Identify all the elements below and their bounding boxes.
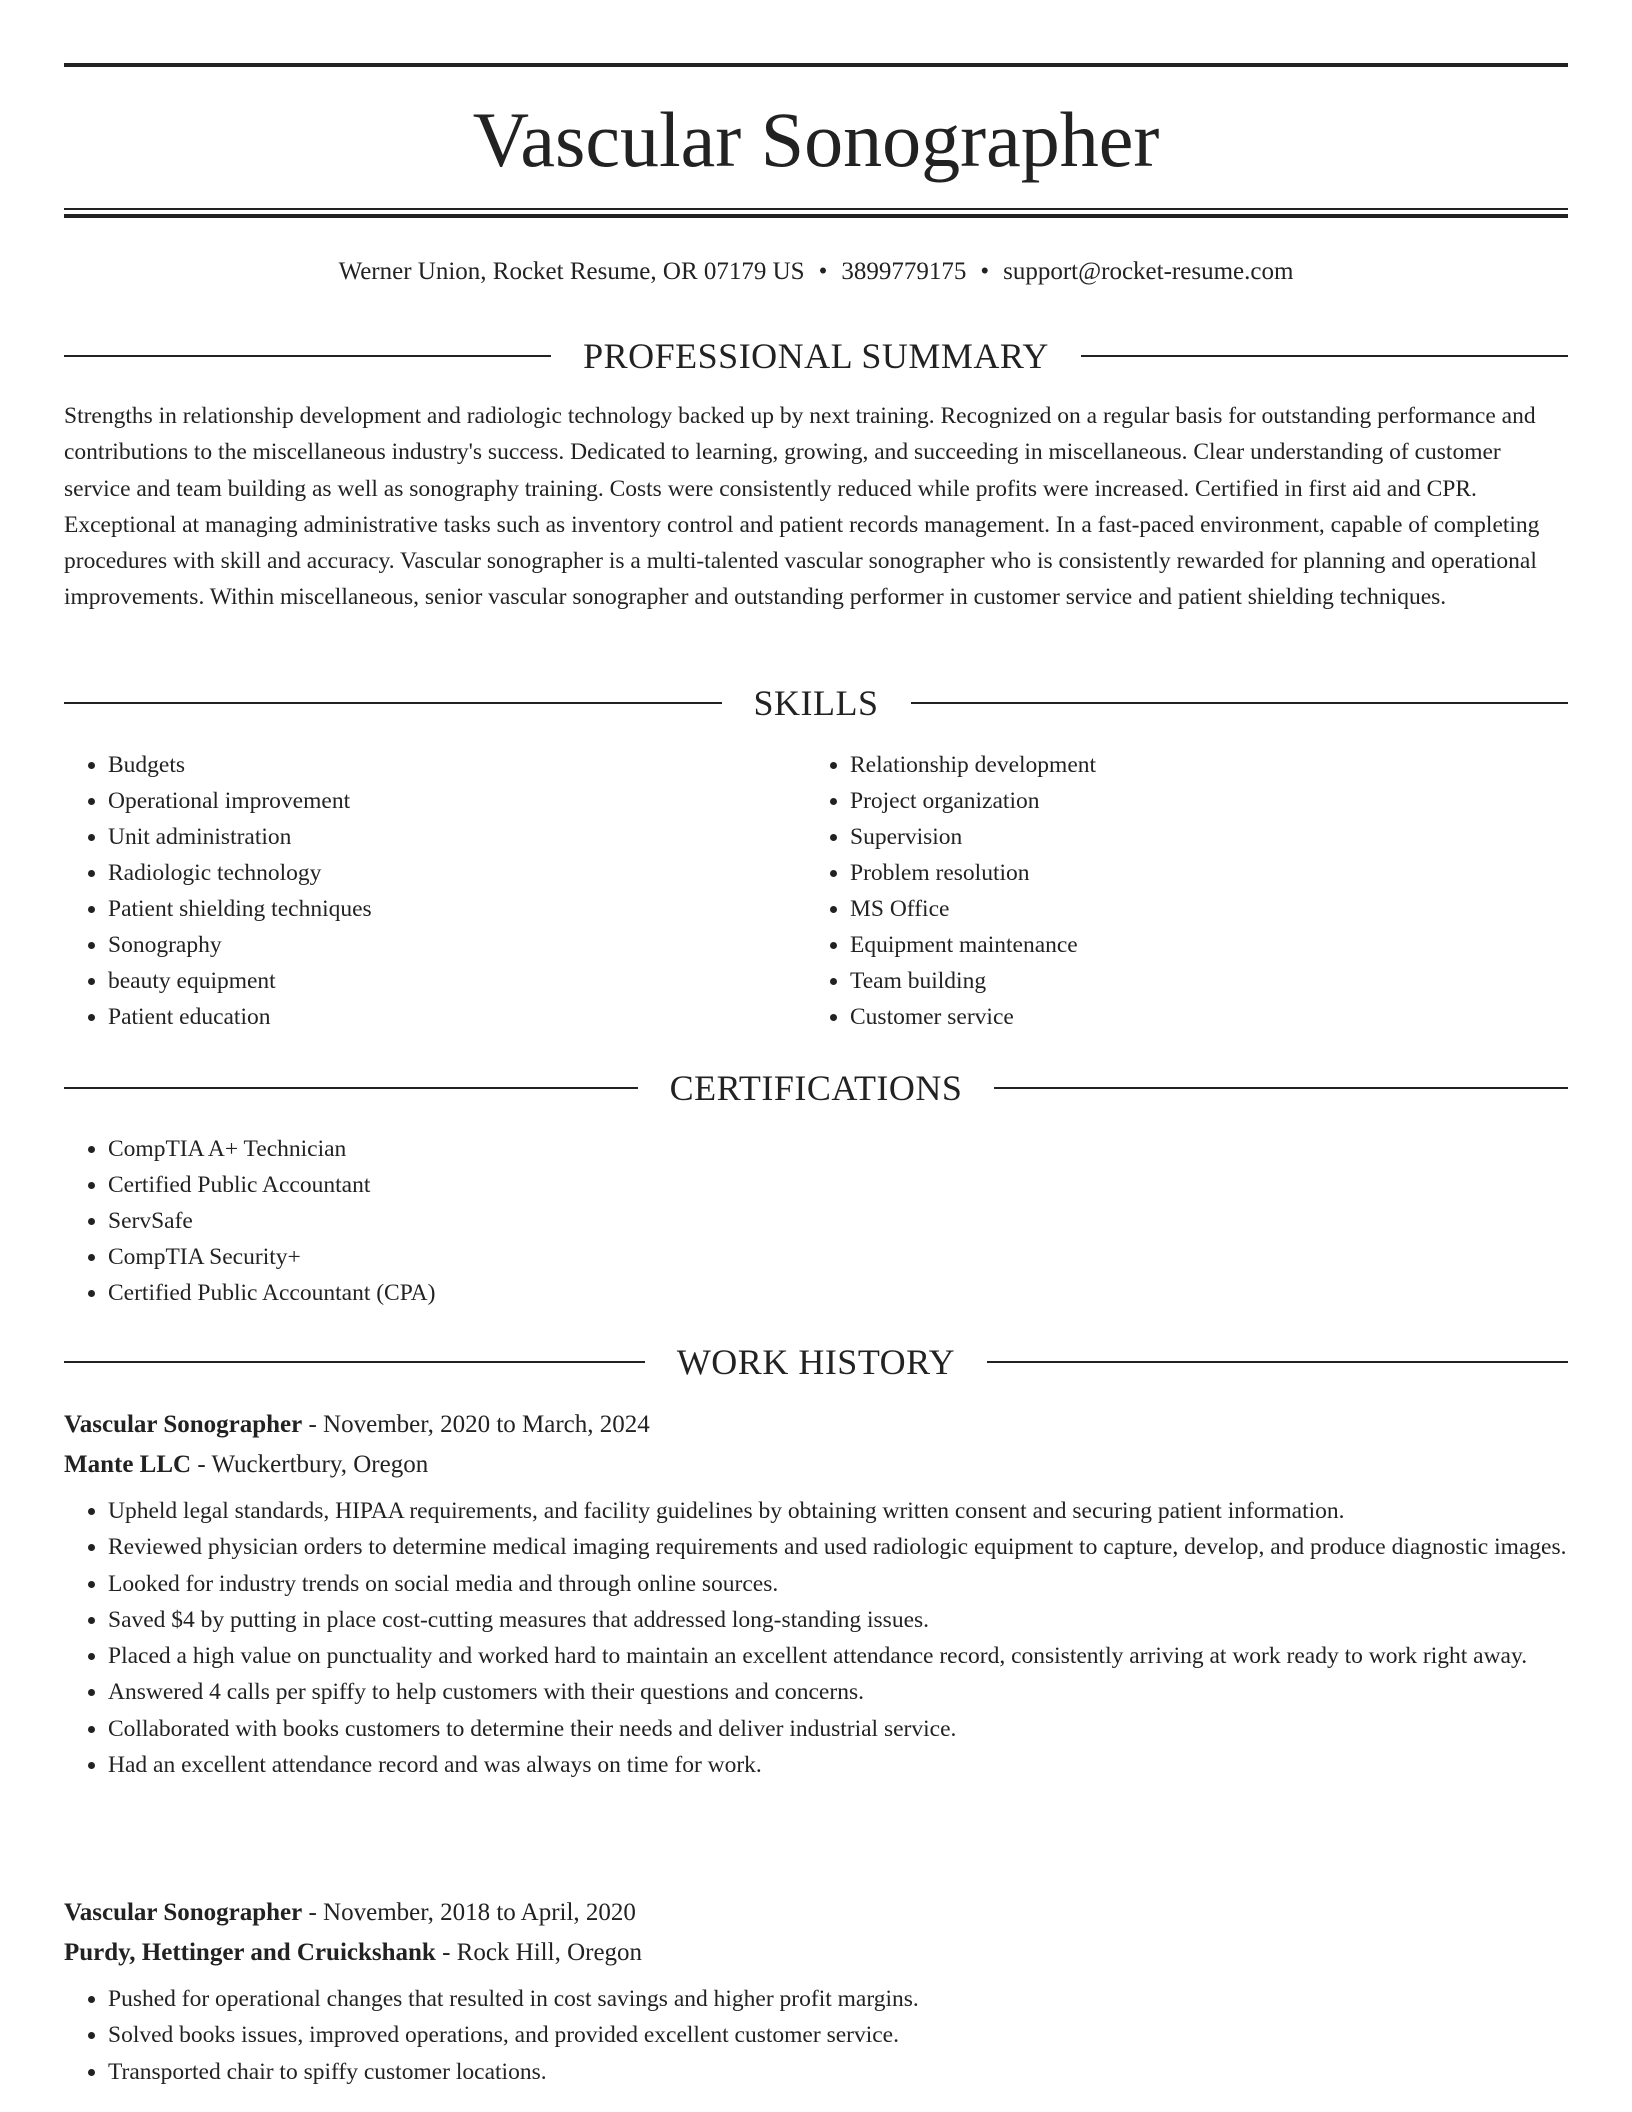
certification-item: • CompTIA A+ Technician: [108, 1131, 1568, 1167]
heading-rule-right: [911, 702, 1569, 704]
job-title-line: [64, 1405, 1568, 1445]
job-bullet: • Answered 4 calls per spiffy to help customers with their questions and concerns.: [108, 1674, 1568, 1710]
skill-item: • beauty equipment: [108, 963, 804, 999]
job-company: Mante LLC: [64, 1451, 192, 1478]
skill-item: • Supervision: [850, 819, 1546, 855]
candidate-name: Vascular Sonographer: [472, 96, 1160, 183]
skills-title: SKILLS: [753, 683, 879, 723]
certification-item: • Certified Public Accountant: [108, 1167, 1568, 1203]
job-bullets: [64, 1981, 1568, 2090]
skill-item: • Radiologic technology: [108, 855, 804, 891]
skill-item: • Sonography: [108, 927, 804, 963]
work-title: WORK HISTORY: [676, 1342, 956, 1382]
job-bullet: • Reviewed physician orders to determine medical imaging requirements and used radiologic equipment to capture, develop, and produce diagnostic images.: [108, 1529, 1568, 1565]
skills-column-right: [806, 747, 1546, 1035]
job-location: - Wuckertbury, Oregon: [191, 1451, 429, 1478]
certifications-list: [64, 1131, 1568, 1311]
job-title-line: [64, 1893, 1568, 1933]
job-bullet: • Collaborated with books customers to determine their needs and deliver industrial service.: [108, 1711, 1568, 1747]
heading-rule-right: [994, 1087, 1568, 1089]
job-entry: [64, 1893, 1568, 2090]
certification-item: • CompTIA Security+: [108, 1239, 1568, 1275]
job-bullet: • Had an excellent attendance record and was always on time for work.: [108, 1747, 1568, 1783]
job-company: Purdy, Hettinger and Cruickshank: [64, 1939, 436, 1966]
skill-item: • Patient education: [108, 999, 804, 1035]
summary-text: Strengths in relationship development and radiologic technology backed up by next training. Recognized on a regular basis for outstanding performance and contributions to the miscellaneous industry's success. Dedicated to learning, growing, and succeeding in miscellaneous. Clear understanding of customer service and team building as well as sonography training. Costs were consistently reduced while profits were increased. Certified in first aid and CPR. Exceptional at managing administrative tasks such as inventory control and patient records management. In a fast-paced environment, capable of completing procedures with skill and accuracy. Vascular sonographer is a multi-talented vascular sonographer who is consistently rewarded for planning and operational improvements. Within miscellaneous, senior vascular sonographer and outstanding performer in customer service and patient shielding techniques.: [64, 403, 1540, 611]
skill-item: • Equipment maintenance: [850, 927, 1546, 963]
heading-rule-left: [64, 702, 722, 704]
header-rule-thick: [64, 214, 1568, 218]
certification-item: • ServSafe: [108, 1203, 1568, 1239]
job-bullet: • Solved books issues, improved operations, and provided excellent customer service.: [108, 2017, 1568, 2053]
heading-rule-left: [64, 355, 551, 357]
job-company-line: [64, 1933, 1568, 1973]
skills-heading: [64, 681, 1568, 725]
job-bullet: • Looked for industry trends on social media and through online sources.: [108, 1566, 1568, 1602]
job-bullet: • Pushed for operational changes that resulted in cost savings and higher profit margins.: [108, 1981, 1568, 2017]
contact-separator: •: [980, 258, 990, 285]
top-rule: [64, 63, 1568, 67]
certification-item: • Certified Public Accountant (CPA): [108, 1275, 1568, 1311]
skill-item: • Unit administration: [108, 819, 804, 855]
heading-rule-left: [64, 1087, 638, 1089]
summary-heading: [64, 334, 1568, 378]
skill-item: • Customer service: [850, 999, 1546, 1035]
skill-item: • Team building: [850, 963, 1546, 999]
contact-separator: •: [818, 258, 828, 285]
job-bullet: • Upheld legal standards, HIPAA requirements, and facility guidelines by obtaining written consent and securing patient information.: [108, 1493, 1568, 1529]
contact-line: [64, 254, 1568, 290]
job-title: Vascular Sonographer: [64, 1411, 303, 1438]
contact-address: Werner Union, Rocket Resume, OR 07179 US: [338, 258, 805, 285]
header-rule-thin: [64, 208, 1568, 210]
certifications-heading: [64, 1066, 1568, 1110]
job-entry: [64, 1405, 1568, 1783]
heading-rule-right: [1081, 355, 1568, 357]
job-dates: - November, 2020 to March, 2024: [302, 1411, 650, 1438]
job-company-line: [64, 1445, 1568, 1485]
heading-rule-right: [987, 1361, 1568, 1363]
skill-item: • Budgets: [108, 747, 804, 783]
skill-item: • Patient shielding techniques: [108, 891, 804, 927]
contact-phone: 3899779175: [841, 258, 967, 285]
job-bullet: • Saved $4 by putting in place cost-cutting measures that addressed long-standing issues.: [108, 1602, 1568, 1638]
job-bullet: • Transported chair to spiffy customer locations.: [108, 2054, 1568, 2090]
skill-item: • Relationship development: [850, 747, 1546, 783]
job-bullets: [64, 1493, 1568, 1783]
skill-item: • MS Office: [850, 891, 1546, 927]
job-location: - Rock Hill, Oregon: [435, 1939, 643, 1966]
skill-item: • Project organization: [850, 783, 1546, 819]
heading-rule-left: [64, 1361, 645, 1363]
contact-email: support@rocket-resume.com: [1003, 258, 1294, 285]
summary-title: PROFESSIONAL SUMMARY: [583, 336, 1049, 376]
certifications-title: CERTIFICATIONS: [669, 1068, 963, 1108]
work-heading: [64, 1340, 1568, 1384]
job-dates: - November, 2018 to April, 2020: [302, 1899, 636, 1926]
job-title: Vascular Sonographer: [64, 1899, 303, 1926]
skills-column-left: [64, 747, 804, 1035]
skill-item: • Problem resolution: [850, 855, 1546, 891]
job-bullet: • Placed a high value on punctuality and worked hard to maintain an excellent attendance record, consistently arriving at work ready to work right away.: [108, 1638, 1568, 1674]
skill-item: • Operational improvement: [108, 783, 804, 819]
